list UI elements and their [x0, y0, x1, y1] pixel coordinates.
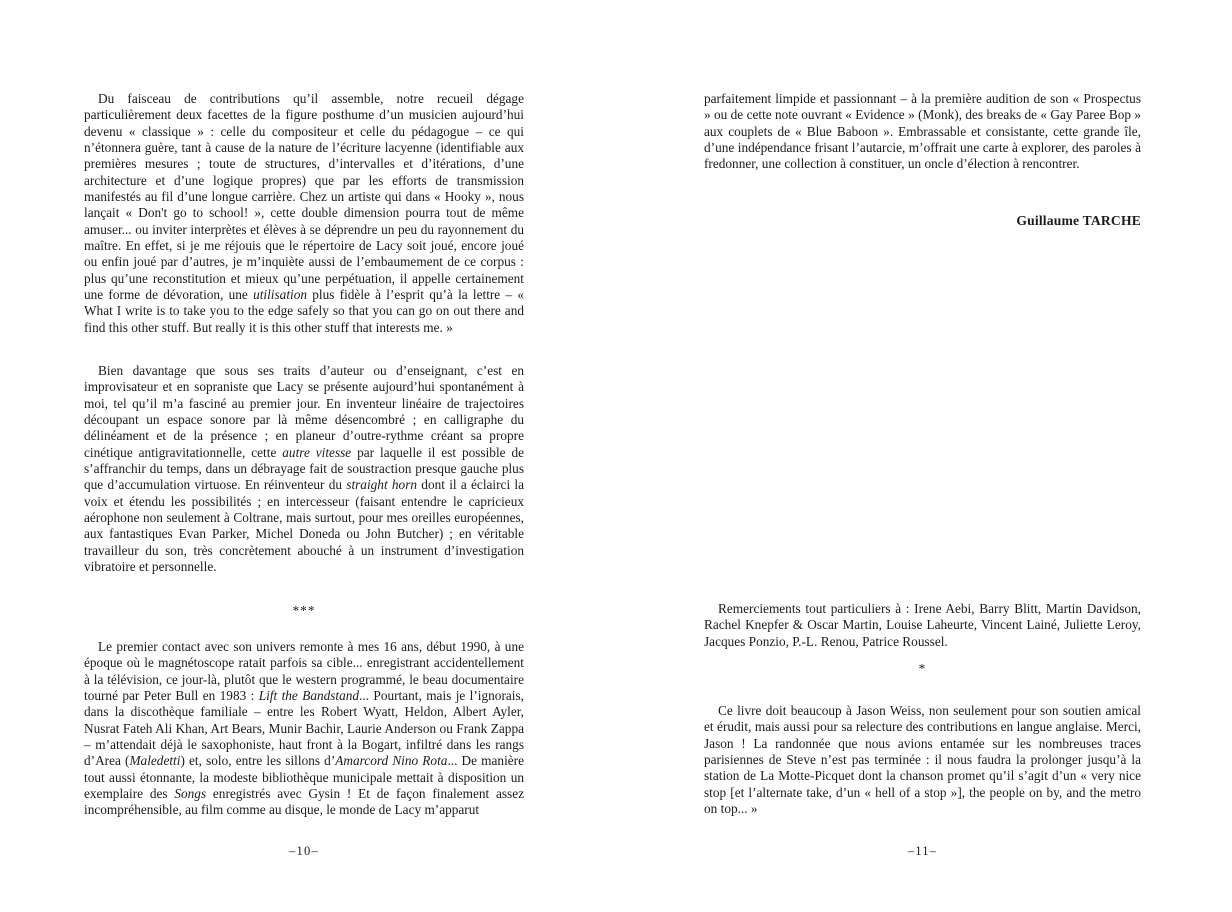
author-signature: Guillaume TARCHE — [1016, 213, 1141, 228]
acknowledgements-paragraph: Remerciements tout particuliers à : Irene Aebi, Barry Blitt, Martin Davidson, Rachel Knepfer & Oscar Martin, Louise Laheurte, Vincent Lainé, Juliette Leroy, Jacques Ponzio, P.-L. Renou, Patrice Roussel. — [704, 601, 1141, 649]
left-paragraph-premier-contact: Le premier contact avec son univers remonte à mes 16 ans, début 1990, à une époque où le magnétoscope ratait parfois sa cible... enregistrant accidentellement à la télévision, ce jour-là, plutôt que le western programmé, le beau documentaire tourné par Peter Bull en 1983 : Lift the Bandstand... Pourtant, mais je l’ignorais, dans la discothèque familiale – entre les Robert Wyatt, Heldon, Albert Ayler, Nusrat Fateh Ali Khan, Art Bears, Munir Bachir, Laurie Anderson ou Frank Zappa – m’attendait déjà le saxophoniste, haut front à la Bogart, infiltré dans les rangs d’Area (Maledetti) et, solo, entre les sillons d’Amarcord Nino Rota... De manière tout aussi étonnante, la modeste bibliothèque municipale mettait à disposition un exemplaire des Songs enregistrés avec Gysin ! Et de façon finalement assez incompréhensible, au film comme au disque, le monde de Lacy m’apparut — [84, 639, 525, 818]
left-paragraph-opening: Du faisceau de contributions qu’il assemble, notre recueil dégage particulièrement deux facettes de la figure posthume d’un musicien aujourd’hui devenu « classique » : celle du compositeur et celle du pédagogue – ce qui n’étonnera guère, tant à cause de la nature de l’écriture lacyenne (identifiable aux premières mesures ; toute de structures, d’intervalles et d’itérations, d’une architecture et d’une logique propres) que par les efforts de transmission manifestés au fil d’une longue carrière. Chez un artiste qui dans « Hooky », nous lançait « Don't go to school! », cette double dimension pourra tout de même amuser... ou inviter interprètes et élèves à se déprendre un peu du rayonnement du maître. En effet, si je me réjouis que le répertoire de Lacy soit joué, encore joué ou enfin joué par d’autres, je m’inquiète aussi de l’embaumement de ce corpus : plus qu’une reconstitution et mieux qu’une perpétuation, il appelle certainement une forme de dévoration, une utilisation plus fidèle à l’esprit qu’à la lettre – « What I write is to take you to the edge safely so that you can go on out there and find this other stuff. But really it is this other stuff that interests me. » — [84, 91, 524, 335]
right-page — [704, 91, 1141, 881]
right-paragraph-continuation: parfaitement limpide et passionnant – à la première audition de son « Prospectus » ou de cette note ouvrant « Evidence » (Monk), des breaks de « Gay Paree Bop » aux couplets de « Blue Baboon ». Embrassable et consistante, cette grande île, d’une indépendance frisant l’autarcie, m’offrait une carte à explorer, des paroles à fredonner, une collection à constituer, un oncle d’élection à rencontrer. — [704, 91, 1141, 172]
left-paragraph-improvisateur: Bien davantage que sous ses traits d’auteur ou d’enseignant, c’est en improvisateur et en sopraniste que Lacy se présente aujourd’hui spontanément à moi, tel qu’il m’a fasciné au premier jour. En inventeur linéaire de trajectoires découpant un espace sonore par là même désencombré ; en calligraphe du délinéament et de la présence ; en planeur d’outre-rythme créant sa propre cinétique antigravitationnelle, cette autre vitesse par laquelle il est possible de s’affranchir du temps, dans un débrayage fait de soustraction presque gauche plus que d’accumulation virtuose. En réinventeur du straight horn dont il a éclairci la voix et étendu les possibilités ; en intercesseur (faisant entendre le capricieux aérophone non seulement à Coltrane, mais surtout, pour mes oreilles européennes, aux fantastiques Evan Parker, Michel Doneda ou John Butcher) ; en véritable travailleur du son, très concrètement abouché à un instrument d’investigation vibratoire et personnelle. — [84, 363, 525, 575]
left-page — [84, 91, 524, 881]
page-number-left: –10– — [289, 844, 319, 858]
asterisk-section-separator: *** — [292, 603, 316, 618]
closing-paragraph: Ce livre doit beaucoup à Jason Weiss, non seulement pour son soutien amical et érudit, mais aussi pour sa relecture des contributions en langue anglaise. Merci, Jason ! La randonnée que nous avions entamée sur les nombreuses traces parisiennes de Steve n’est pas terminée : il nous faudra la prolonger jusqu’à la station de La Motte-Picquet dont la chanson promet qu’il s’agit d’un « very nice stop [et l’alternate take, d’un « hell of a stop »], the people on by, and the metro on top... » — [704, 703, 1141, 817]
page-number-right: –11– — [907, 844, 938, 858]
single-asterisk-separator: * — [918, 661, 927, 676]
